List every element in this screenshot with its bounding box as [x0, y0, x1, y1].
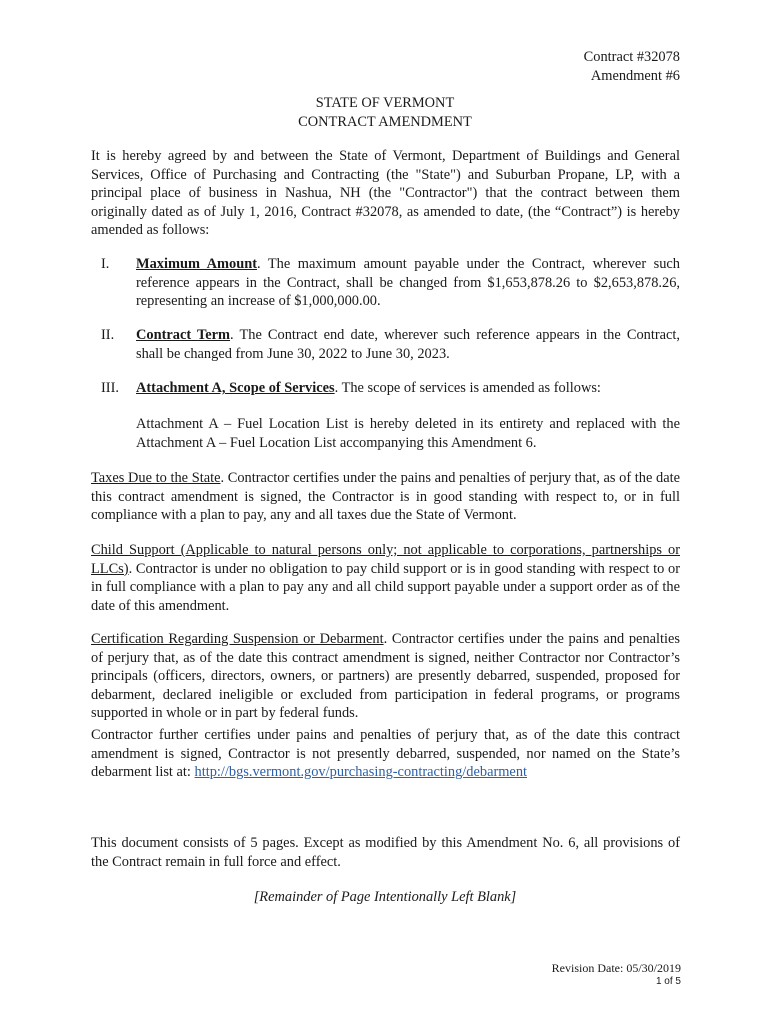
child-support-text: . Contractor is under no obligation to pay child support or is in good standing with respect to or in full compliance with a plan to pay any and all child support payable under a support order as of the date of this amendment.: [91, 560, 680, 614]
item-text: . The Contract end date, wherever such reference appears in the Contract, shall be changed from June 30, 2022 to June 30, 2023.: [136, 327, 680, 362]
intro-paragraph: It is hereby agreed by and between the State of Vermont, Department of Buildings and General Services, Office of Purchasing and Contracting (the "State") and Suburban Propane, LP, with a principal place of business in Nashua, NH (the "Contractor") that the contract between them originally dated as of July 1, 2016, Contract #32078, as amended to date, (the “Contract”) is hereby amended as follows:: [91, 148, 680, 239]
item-body: [136, 255, 680, 311]
item-body: [136, 326, 680, 363]
remainder-note: [Remainder of Page Intentionally Left Blank]: [253, 889, 517, 905]
page-number: 1 of 5: [655, 976, 681, 987]
taxes-text: . Contractor certifies under the pains and penalties of perjury that, as of the date this contract amendment is signed, the Contractor is in good standing with respect to, or in full compliance with a plan to pay, any and all taxes due the State of Vermont.: [91, 470, 680, 524]
further-certification-paragraph: [91, 726, 680, 782]
item-numeral: II.: [101, 327, 115, 343]
debarment-link[interactable]: http://bgs.vermont.gov/purchasing-contracting/debarment: [194, 764, 528, 781]
item-text: . The maximum amount payable under the Contract, wherever such reference appears in the Contract, shall be changed from $1,653,878.26 to $2,653,878.26, representing an increase of $1,000,000.00.: [136, 256, 680, 310]
certification-heading: Certification Regarding Suspension or Debarment: [91, 631, 384, 647]
item-subtext: Attachment A – Fuel Location List is hereby deleted in its entirety and replaced with the Attachment A – Fuel Location List accompanying this Amendment 6.: [136, 416, 680, 451]
item-heading: Contract Term: [136, 327, 231, 343]
child-support-paragraph: [91, 541, 680, 615]
certification-text: . Contractor certifies under the pains and penalties of perjury that, as of the date this contract amendment is signed, neither Contractor nor Contractor’s principals (officers, directors, owners, or partners) are presently debarred, suspended, proposed for debarment, declared ineligible or excluded from participation in federal programs, or programs supported in whole or in part by federal funds.: [91, 631, 681, 722]
item-numeral: I.: [101, 256, 110, 272]
taxes-heading: Taxes Due to the State: [91, 470, 221, 486]
child-support-heading: Child Support (Applicable to natural persons only; not applicable to corporations, partnerships or LLCs): [91, 542, 680, 577]
certification-paragraph: [91, 630, 680, 723]
item-body: [136, 379, 680, 398]
further-text: Contractor further certifies under pains and penalties of perjury that, as of the date this contract amendment is signed, Contractor is not presently debarred, suspended, nor named on the State’s debarment list at:: [91, 727, 680, 781]
item-numeral: III.: [101, 380, 119, 396]
revision-date: Revision Date: 05/30/2019: [551, 961, 681, 975]
title-line-1: STATE OF VERMONT: [315, 95, 455, 111]
closing-paragraph: This document consists of 5 pages. Except as modified by this Amendment No. 6, all provisions of the Contract remain in full force and effect.: [91, 835, 680, 870]
item-text: . The scope of services is amended as follows:: [334, 380, 601, 396]
amendment-number: Amendment #6: [590, 67, 680, 84]
contract-number: Contract #32078: [583, 49, 680, 65]
document-title: [0, 94, 770, 131]
item-heading: Attachment A, Scope of Services: [136, 380, 335, 396]
title-line-2: CONTRACT AMENDMENT: [298, 113, 472, 130]
page-footer: [552, 962, 681, 988]
item-heading: Maximum Amount: [136, 256, 258, 272]
header-block: [584, 48, 680, 85]
taxes-paragraph: [91, 469, 680, 525]
